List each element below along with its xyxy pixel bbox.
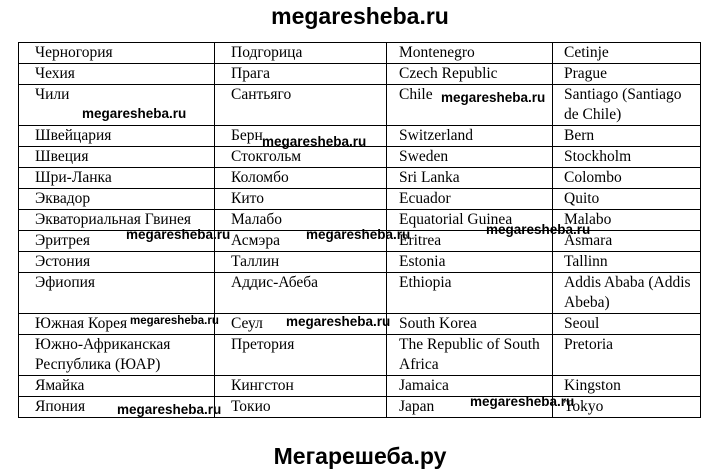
country-en-cell: South Korea — [387, 314, 553, 335]
capital-ru-cell: Таллин — [215, 252, 387, 273]
site-header: megaresheba.ru — [271, 3, 449, 29]
watermark: megaresheba.ru — [130, 315, 219, 327]
table-row — [19, 376, 701, 397]
capital-ru-cell: Коломбо — [215, 168, 387, 189]
capital-en-cell: Tallinn — [553, 252, 701, 273]
capital-en-cell: Stockholm — [553, 147, 701, 168]
country-ru-cell: Эквадор — [19, 189, 215, 210]
country-en-cell: Estonia — [387, 252, 553, 273]
capital-ru-cell: Прага — [215, 64, 387, 85]
country-en-cell: Czech Republic — [387, 64, 553, 85]
country-ru-cell: Южно-Африканская Республика (ЮАР) — [19, 335, 215, 376]
country-ru-cell: Шри-Ланка — [19, 168, 215, 189]
table-row — [19, 252, 701, 273]
country-en-cell: The Republic of South Africa — [387, 335, 553, 376]
country-ru-cell: Чили — [19, 85, 215, 126]
capital-en-cell: Tokyo — [553, 397, 701, 418]
watermark: megaresheba.ru — [126, 227, 231, 242]
capital-en-cell: Asmara — [553, 231, 701, 252]
watermark: megaresheba.ru — [486, 222, 591, 237]
capital-en-cell: Colombo — [553, 168, 701, 189]
country-en-cell: Montenegro — [387, 43, 553, 64]
capital-ru-cell: Токио — [215, 397, 387, 418]
watermark: megaresheba.ru — [441, 90, 546, 105]
capital-en-cell: Prague — [553, 64, 701, 85]
capital-ru-cell: Сеул — [215, 314, 387, 335]
watermark: megaresheba.ru — [262, 134, 367, 149]
country-ru-cell: Эритрея — [19, 231, 215, 252]
table-row — [19, 147, 701, 168]
country-ru-cell: Экваториальная Гвинея — [19, 210, 215, 231]
capital-ru-cell: Кингстон — [215, 376, 387, 397]
capital-ru-cell: Претория — [215, 335, 387, 376]
capital-en-cell: Bern — [553, 126, 701, 147]
country-en-cell: Sweden — [387, 147, 553, 168]
table-row — [19, 335, 701, 376]
capital-ru-cell: Стокгольм — [215, 147, 387, 168]
country-ru-cell: Ямайка — [19, 376, 215, 397]
table-row — [19, 64, 701, 85]
watermark: megaresheba.ru — [470, 394, 575, 409]
country-en-cell: Equatorial Guinea — [387, 210, 553, 231]
country-ru-cell: Чехия — [19, 64, 215, 85]
capital-ru-cell: Кито — [215, 189, 387, 210]
watermark: megaresheba.ru — [117, 402, 222, 417]
table-row — [19, 168, 701, 189]
capital-en-cell: Pretoria — [553, 335, 701, 376]
capital-en-cell: Cetinje — [553, 43, 701, 64]
country-en-cell: Japan — [387, 397, 553, 418]
country-ru-cell: Эфиопия — [19, 273, 215, 314]
country-ru-cell: Япония — [19, 397, 215, 418]
country-en-cell: Switzerland — [387, 126, 553, 147]
capital-ru-cell: Аддис-Абеба — [215, 273, 387, 314]
watermark: megaresheba.ru — [82, 106, 187, 121]
table-row — [19, 43, 701, 64]
capital-en-cell: Seoul — [553, 314, 701, 335]
capital-en-cell: Santiago (Santiago de Chile) — [553, 85, 701, 126]
watermark: megaresheba.ru — [306, 227, 411, 242]
capital-ru-cell: Асмэра — [215, 231, 387, 252]
country-en-cell: Eritrea — [387, 231, 553, 252]
country-en-cell: Chile — [387, 85, 553, 126]
capital-en-cell: Quito — [553, 189, 701, 210]
capital-en-cell: Addis Ababa (Addis Abeba) — [553, 273, 701, 314]
country-en-cell: Ethiopia — [387, 273, 553, 314]
country-ru-cell: Южная Корея — [19, 314, 215, 335]
capital-ru-cell: Сантьяго — [215, 85, 387, 126]
capital-ru-cell: Подгорица — [215, 43, 387, 64]
site-footer: Мегарешеба.ру — [273, 443, 447, 469]
country-ru-cell: Швеция — [19, 147, 215, 168]
watermark: megaresheba.ru — [286, 314, 391, 329]
capital-ru-cell: Малабо — [215, 210, 387, 231]
capital-en-cell: Malabo — [553, 210, 701, 231]
country-en-cell: Ecuador — [387, 189, 553, 210]
country-ru-cell: Черногория — [19, 43, 215, 64]
country-en-cell: Sri Lanka — [387, 168, 553, 189]
table-row — [19, 189, 701, 210]
capital-ru-cell: Берн — [215, 126, 387, 147]
capital-en-cell: Kingston — [553, 376, 701, 397]
country-ru-cell: Эстония — [19, 252, 215, 273]
table-row — [19, 273, 701, 314]
country-en-cell: Jamaica — [387, 376, 553, 397]
country-ru-cell: Швейцария — [19, 126, 215, 147]
